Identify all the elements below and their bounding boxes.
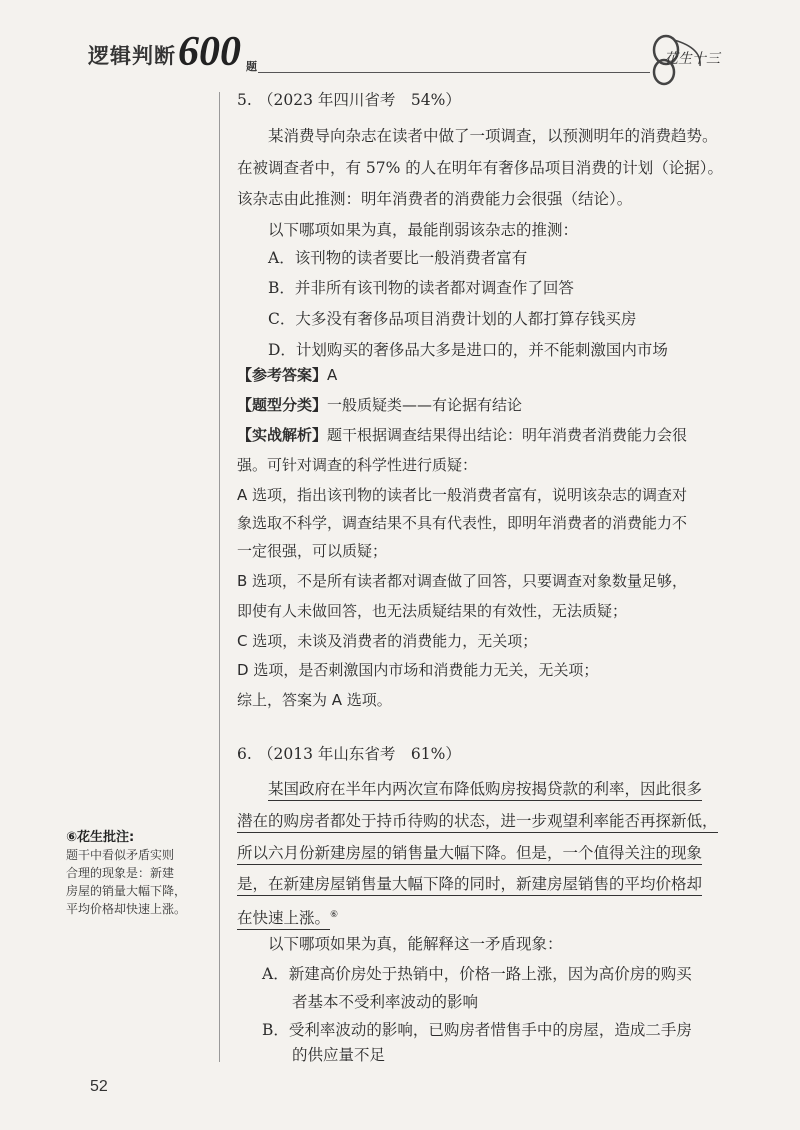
q5-source: （2023 年四川省考 54%） [258,91,461,109]
q6-number: 6. [237,745,252,763]
q6-option-b-cont: 的供应量不足 [292,1046,386,1064]
analysis-line: 即使有人未做回答，也无法质疑结果的有效性，无法质疑； [237,602,628,620]
answer-value: A [327,366,338,384]
margin-note-line: 题干中看似矛盾实则 [66,848,175,862]
analysis-line: 综上，答案为 A 选项。 [237,691,392,709]
q6-para-line: 所以六月份新建房屋的销售量大幅下降。但是，一个值得关注的现象 [237,843,702,863]
q6-para-line: 是，在新建房屋销售量大幅下降的同时，新建房屋销售的平均价格却 [237,874,702,894]
q6-para-line: 某国政府在半年内两次宣布降低购房按揭贷款的利率，因此很多 [268,779,702,799]
q6-option-a: A．新建高价房处于热销中，价格一路上涨，因为高价房的购买 [262,965,692,983]
q6-para-line: 潜在的购房者都处于持币待购的状态，进一步观望利率能否再探新低， [237,811,718,831]
analysis-line: C 选项，未谈及消费者的消费能力，无关项； [237,632,538,650]
type-label: 【题型分类】 [237,396,328,414]
q5-para-line: 在被调查者中，有 57% 的人在明年有奢侈品项目消费的计划（论据）。 [237,159,724,177]
book-title-suffix: 题 [246,60,257,73]
q5-number: 5. [237,91,252,109]
q5-analysis-first [237,425,687,445]
q6-source: （2013 年山东省考 61%） [258,745,461,763]
answer-label: 【参考答案】 [237,366,328,384]
q6-option-b: B．受利率波动的影响，已购房者惜售手中的房屋，造成二手房 [262,1021,692,1039]
q5-stem: 以下哪项如果为真，最能削弱该杂志的推测： [268,221,579,239]
q5-answer [237,365,337,385]
q5-option-d: D．计划购买的奢侈品大多是进口的，并不能刺激国内市场 [268,341,668,359]
q6-para-line: 在快速上涨。⑥ [237,905,338,928]
footnote-mark: ⑥ [330,910,339,920]
margin-note-title: ⑥花生批注: [66,830,135,845]
book-title: 逻辑判断 [88,44,176,68]
analysis-line: 题干根据调查结果得出结论：明年消费者消费能力会很 [327,426,688,444]
q5-para-line: 该杂志由此推测：明年消费者的消费能力会很强（结论）。 [237,190,633,208]
type-value: 一般质疑类——有论据有结论 [327,396,523,414]
margin-note-line: 房屋的销量大幅下降， [66,884,187,898]
book-title-number: 600 [178,29,241,75]
analysis-line: B 选项，不是所有读者都对调查做了回答，只要调查对象数量足够， [237,572,688,590]
analysis-line: D 选项，是否刺激国内市场和消费能力无关，无关项； [237,661,599,679]
header-rule [258,72,650,73]
q5-para-line: 某消费导向杂志在读者中做了一项调查，以预测明年的消费趋势。 [268,127,718,145]
brand-name: 花生十三 [664,51,720,67]
q5-option-a: A．该刊物的读者要比一般消费者富有 [268,249,528,267]
q5-option-b: B．并非所有该刊物的读者都对调查作了回答 [268,279,574,297]
page-number: 52 [90,1078,108,1095]
analysis-line: 强。可针对调查的科学性进行质疑： [237,456,478,474]
analysis-label: 【实战解析】 [237,426,328,444]
analysis-line: 一定很强，可以质疑； [237,542,388,560]
margin-rule [219,92,220,1062]
q5-option-c: C．大多没有奢侈品项目消费计划的人都打算存钱买房 [268,310,637,328]
margin-note-line: 平均价格却快速上涨。 [66,902,187,916]
q6-option-a-cont: 者基本不受利率波动的影响 [292,993,479,1011]
analysis-line: A 选项，指出该刊物的读者比一般消费者富有，说明该杂志的调查对 [237,486,688,504]
margin-note-line: 合理的现象是：新建 [66,866,175,880]
analysis-line: 象选取不科学，调查结果不具有代表性，即明年消费者的消费能力不 [237,514,688,532]
q5-type [237,395,522,415]
q6-stem: 以下哪项如果为真，能解释这一矛盾现象： [268,935,563,953]
